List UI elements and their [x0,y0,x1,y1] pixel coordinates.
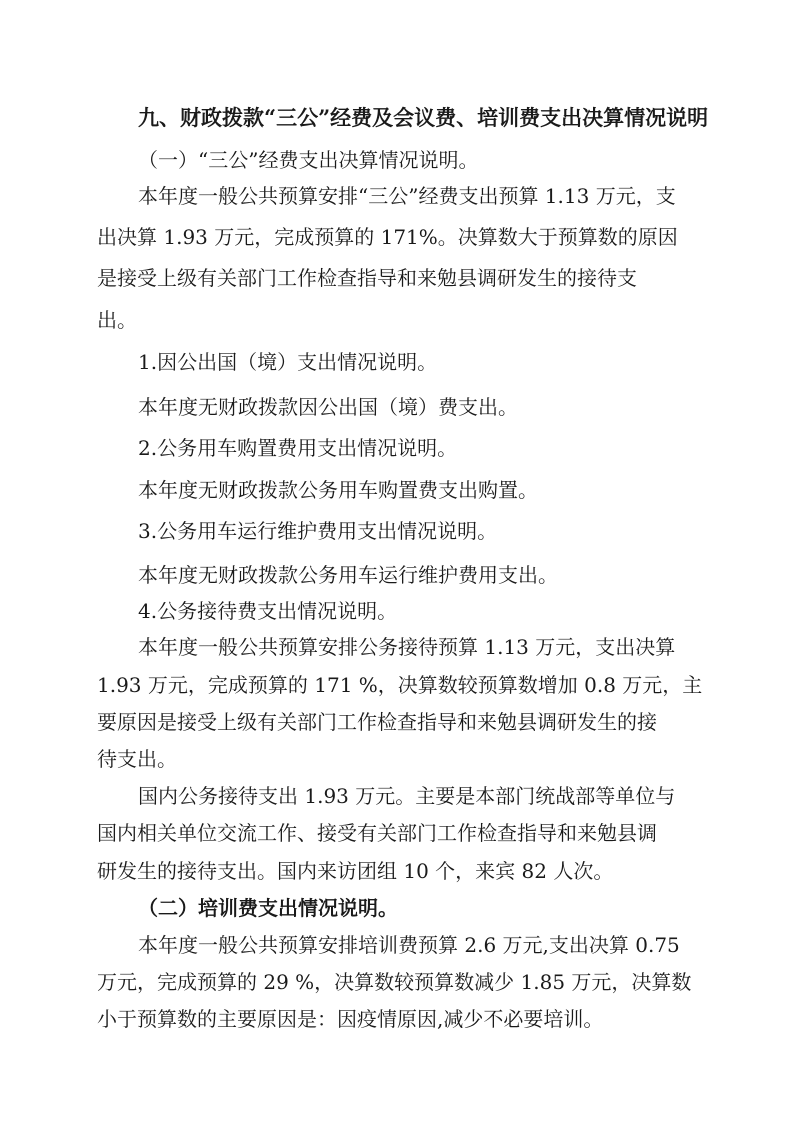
part2-line-3: 小于预算数的主要原因是：因疫情原因,减少不必要培训。 [97,1007,604,1031]
part2-line-1: 本年度一般公共预算安排培训费预算 2.6 万元,支出决算 0.75 [138,933,680,957]
item4-line-4: 待支出。 [97,747,177,771]
domestic-line-3: 研发生的接待支出。国内来访团组 10 个，来宾 82 人次。 [97,859,614,883]
part2-line-2: 万元，完成预算的 29 %，决算数较预算数减少 1.85 万元，决算数 [97,970,692,994]
item2-heading: 2.公务用车购置费用支出情况说明。 [138,436,458,460]
part1-summary-line-2: 出决算 1.93 万元，完成预算的 171%。决算数大于预算数的原因 [97,225,678,249]
item4-heading: 4.公务接待费支出情况说明。 [138,599,398,623]
domestic-line-1: 国内公务接待支出 1.93 万元。主要是本部门统战部等单位与 [138,784,676,808]
item4-line-3: 要原因是接受上级有关部门工作检查指导和来勉县调研发生的接 [97,710,657,734]
part1-heading: （一）“三公”经费支出决算情况说明。 [138,148,479,172]
section-title: 九、财政拨款“三公”经费及会议费、培训费支出决算情况说明 [138,105,709,130]
part1-summary-line-3: 是接受上级有关部门工作检查指导和来勉县调研发生的接待支 [97,266,637,290]
part1-summary-line-4: 出。 [97,308,137,332]
item3-heading: 3.公务用车运行维护费用支出情况说明。 [138,519,498,543]
item3-text: 本年度无财政拨款公务用车运行维护费用支出。 [138,563,558,587]
part1-summary-line-1: 本年度一般公共预算安排“三公”经费支出预算 1.13 万元，支 [138,184,676,208]
item1-text: 本年度无财政拨款因公出国（境）费支出。 [138,395,518,419]
domestic-line-2: 国内相关单位交流工作、接受有关部门工作检查指导和来勉县调 [97,821,657,845]
item4-line-1: 本年度一般公共预算安排公务接待预算 1.13 万元，支出决算 [138,635,676,659]
item4-line-2: 1.93 万元，完成预算的 171 %，决算数较预算数增加 0.8 万元，主 [97,673,703,697]
item2-text: 本年度无财政拨款公务用车购置费支出购置。 [138,478,538,502]
item1-heading: 1.因公出国（境）支出情况说明。 [138,350,438,374]
part2-heading: （二）培训费支出情况说明。 [138,896,398,920]
